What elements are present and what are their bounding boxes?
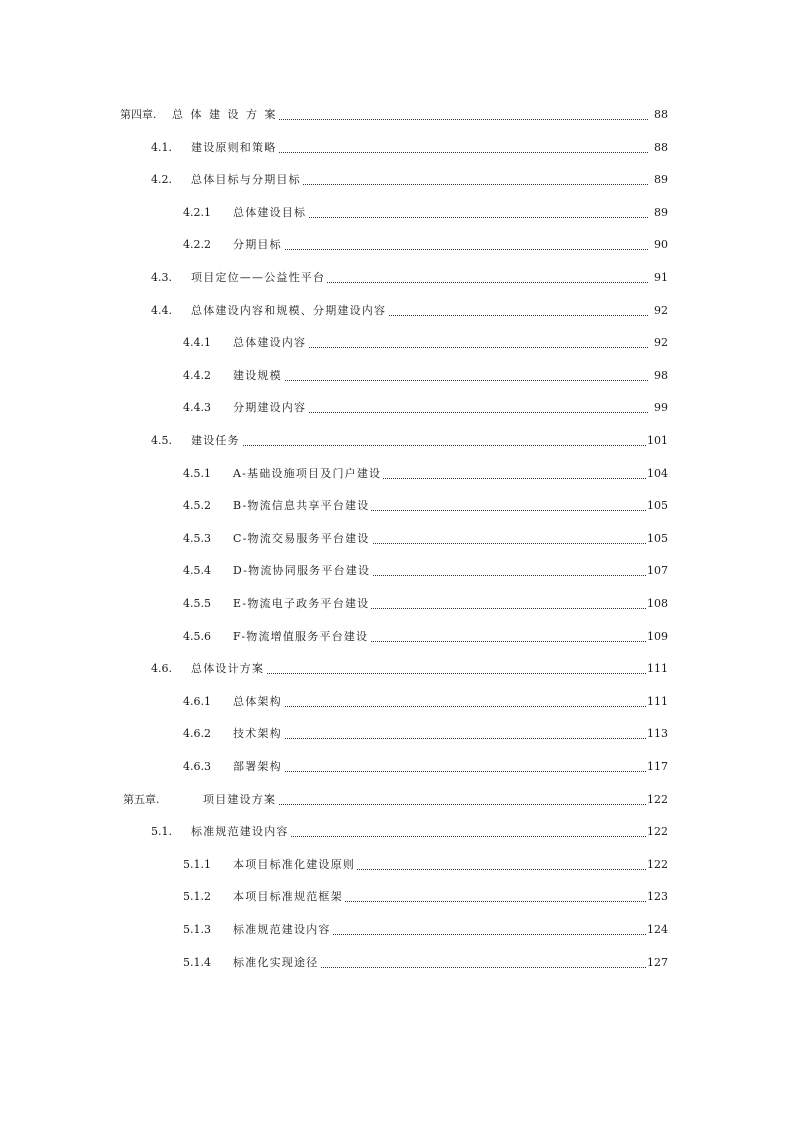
toc-entry[interactable] [0, 137, 793, 157]
toc-entry-title: 标准化实现途径 [233, 955, 319, 969]
toc-entry-number: 5.1. [151, 825, 172, 839]
toc-entry-number: 4.4.1 [183, 336, 211, 350]
toc-entry[interactable] [0, 365, 793, 385]
toc-entry[interactable] [0, 919, 793, 939]
toc-entry-number: 4.6.3 [183, 760, 211, 773]
toc-entry-number: 5.1.4 [183, 955, 211, 969]
toc-entry-page-number: 92 [654, 336, 668, 350]
toc-entry-number: 第五章. [123, 792, 160, 806]
toc-entry-page-number: 117 [647, 760, 668, 773]
toc-entry[interactable] [0, 267, 793, 287]
toc-entry-page-number: 107 [647, 564, 668, 578]
toc-entry-number: 4.2.1 [183, 205, 211, 219]
toc-entry-number: 4.3. [151, 271, 172, 284]
toc-entry-title: 分期目标 [233, 238, 282, 252]
toc-entry-page-number: 104 [647, 466, 668, 480]
toc-entry-number: 4.5.2 [183, 499, 211, 513]
toc-entry-page-number: 89 [654, 173, 668, 187]
toc-entry-title: C-物流交易服务平台建设 [233, 531, 370, 545]
toc-entry[interactable] [0, 202, 793, 222]
toc-entry-title: 总体目标与分期目标 [191, 173, 301, 187]
toc-entry[interactable] [0, 756, 793, 776]
toc-entry-title: 总体建设目标 [233, 205, 307, 219]
dot-leader [233, 706, 648, 707]
toc-entry-title: 总体建设内容 [233, 336, 307, 350]
toc-entry-title: A-基础设施项目及门户建设 [233, 466, 382, 480]
toc-entry-number: 4.4. [151, 303, 172, 317]
toc-entry-page-number: 124 [647, 923, 668, 936]
toc-entry-page-number: 88 [654, 140, 668, 154]
toc-entry-title: B-物流信息共享平台建设 [233, 499, 370, 513]
toc-entry-number: 4.5.6 [183, 629, 211, 643]
toc-entry-page-number: 99 [654, 401, 668, 415]
toc-entry-title: F-物流增值服务平台建设 [233, 629, 369, 643]
toc-entry[interactable] [0, 886, 793, 906]
toc-entry[interactable] [0, 397, 793, 417]
toc-entry-title: 分期建设内容 [233, 401, 307, 415]
toc-entry[interactable] [0, 626, 793, 646]
toc-entry-title: 总体设计方案 [191, 662, 265, 676]
toc-entry-number: 4.6.2 [183, 727, 211, 741]
toc-entry-page-number: 88 [654, 108, 668, 121]
toc-entry[interactable] [0, 495, 793, 515]
dot-leader [233, 738, 648, 739]
toc-entry[interactable] [0, 104, 793, 124]
toc-entry[interactable] [0, 789, 793, 809]
toc-entry-title: 建设任务 [191, 434, 240, 447]
toc-entry-page-number: 92 [654, 303, 668, 317]
toc-entry-number: 4.1. [151, 140, 172, 154]
toc-entry-number: 4.6.1 [183, 694, 211, 708]
toc-entry-title: D-物流协同服务平台建设 [233, 564, 371, 578]
toc-entry-page-number: 122 [647, 792, 668, 806]
toc-entry-title: 总体建设内容和规模、分期建设内容 [191, 303, 387, 317]
dot-leader [233, 380, 648, 381]
toc-entry-number: 4.5.4 [183, 564, 211, 578]
toc-entry-number: 5.1.2 [183, 890, 211, 904]
toc-entry-number: 5.1.1 [183, 857, 211, 871]
toc-entry-number: 4.5.3 [183, 531, 211, 545]
toc-entry-number: 4.5. [151, 434, 172, 447]
toc-entry-page-number: 123 [647, 890, 668, 904]
toc-entry-title: E-物流电子政务平台建设 [233, 597, 370, 610]
toc-entry-page-number: 111 [647, 662, 668, 676]
toc-entry-page-number: 111 [647, 694, 668, 708]
toc-entry-title: 总 体 建 设 方 案 [172, 108, 278, 121]
dot-leader [233, 771, 648, 772]
toc-entry-number: 4.4.3 [183, 401, 211, 415]
toc-entry-number: 4.5.1 [183, 466, 211, 480]
dot-leader [233, 249, 648, 250]
toc-entry-number: 5.1.3 [183, 923, 211, 936]
toc-entry[interactable] [0, 332, 793, 352]
toc-entry-page-number: 113 [647, 727, 668, 741]
toc-entry-page-number: 109 [647, 629, 668, 643]
toc-entry-number: 4.2. [151, 173, 172, 187]
toc-entry-number: 第四章. [120, 108, 157, 121]
toc-entry-page-number: 98 [654, 368, 668, 382]
toc-entry-page-number: 122 [647, 825, 668, 839]
toc-entry-number: 4.4.2 [183, 368, 211, 382]
toc-entry[interactable] [0, 658, 793, 678]
toc-entry-title: 标准规范建设内容 [233, 923, 331, 936]
toc-entry-number: 4.2.2 [183, 238, 211, 252]
toc-entry-page-number: 108 [647, 597, 668, 610]
toc-entry-number: 4.6. [151, 662, 172, 676]
toc-entry-title: 项目定位——公益性平台 [191, 271, 326, 284]
toc-entry-page-number: 101 [647, 434, 668, 447]
toc-entry-title: 建设原则和策略 [191, 140, 277, 154]
toc-entry[interactable] [0, 593, 793, 613]
toc-entry-title: 标准规范建设内容 [191, 825, 289, 839]
toc-entry-page-number: 90 [654, 238, 668, 252]
toc-entry[interactable] [0, 854, 793, 874]
toc-entry[interactable] [0, 463, 793, 483]
toc-entry[interactable] [0, 821, 793, 841]
toc-entry-title: 本项目标准规范框架 [233, 890, 343, 904]
toc-entry[interactable] [0, 528, 793, 548]
toc-entry-page-number: 122 [647, 857, 668, 871]
toc-entry-title: 技术架构 [233, 727, 282, 741]
toc-entry[interactable] [0, 300, 793, 320]
toc-entry[interactable] [0, 691, 793, 711]
toc-entry[interactable] [0, 169, 793, 189]
toc-entry-title: 本项目标准化建设原则 [233, 857, 355, 871]
toc-entry-title: 项目建设方案 [203, 792, 277, 806]
toc-entry-page-number: 89 [654, 205, 668, 219]
toc-entry-number: 4.5.5 [183, 597, 211, 610]
toc-entry-title: 总体架构 [233, 694, 282, 708]
toc-entry-title: 部署架构 [233, 760, 282, 773]
toc-entry-page-number: 91 [654, 271, 668, 284]
toc-entry-page-number: 127 [647, 955, 668, 969]
toc-entry[interactable] [0, 723, 793, 743]
toc-entry[interactable] [0, 234, 793, 254]
dot-leader [191, 445, 648, 446]
toc-entry-page-number: 105 [647, 499, 668, 513]
toc-entry[interactable] [0, 560, 793, 580]
toc-entry[interactable] [0, 952, 793, 972]
toc-entry-title: 建设规模 [233, 368, 282, 382]
toc-entry-page-number: 105 [647, 531, 668, 545]
toc-entry[interactable] [0, 430, 793, 450]
